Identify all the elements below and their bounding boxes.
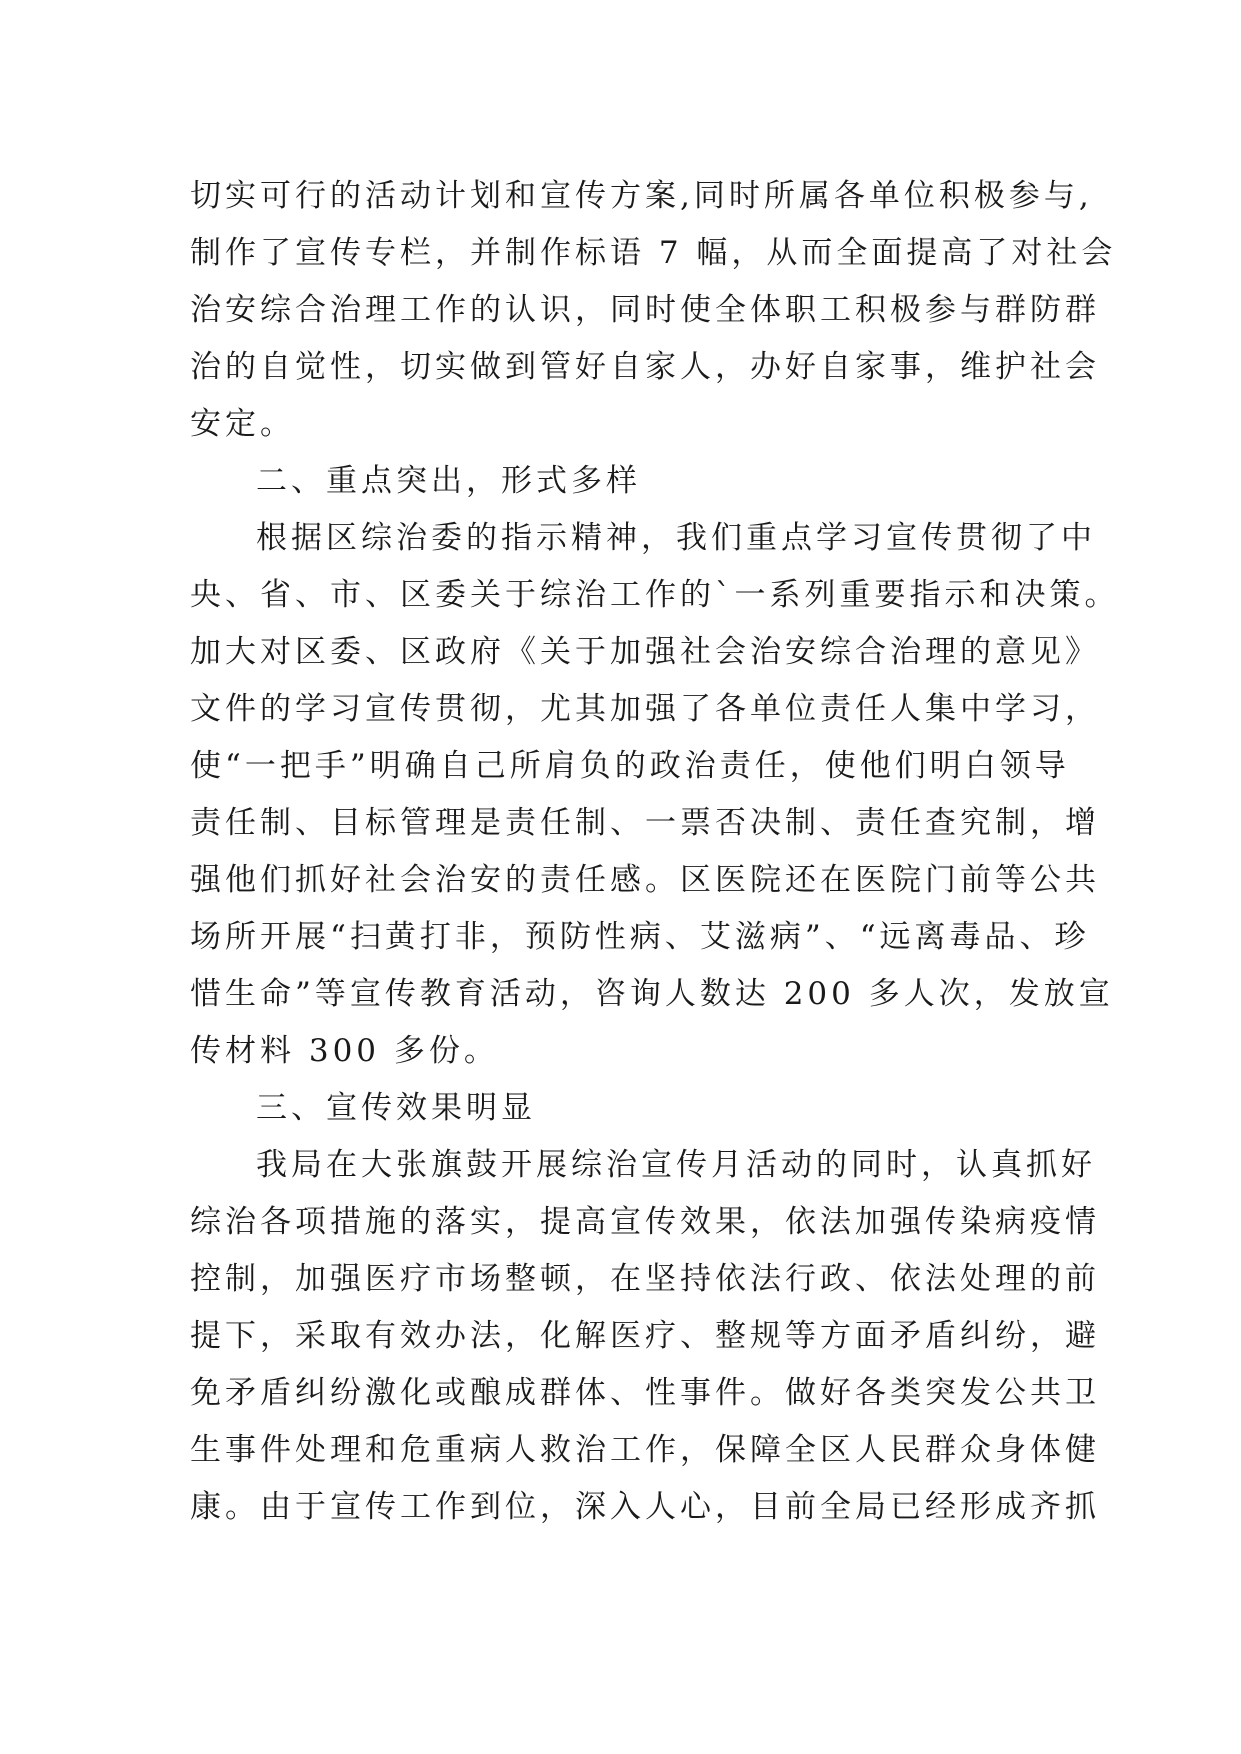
text-line: 治安综合治理工作的认识，同时使全体职工积极参与群防群 xyxy=(190,292,1100,328)
text-line: 加大对区委、区政府《关于加强社会治安综合治理的意见》 xyxy=(190,634,1100,670)
section-heading: 三、宣传效果明显 xyxy=(256,1090,536,1126)
text-line: 切实可行的活动计划和宣传方案,同时所属各单位积极参与, xyxy=(190,178,1093,214)
text-line: 惜生命”等宣传教育活动，咨询人数达 200 多人次，发放宣 xyxy=(190,976,1114,1012)
text-line: 责任制、目标管理是责任制、一票否决制、责任查究制，增 xyxy=(190,805,1100,841)
text-line: 安定。 xyxy=(190,406,295,442)
text-line: 控制，加强医疗市场整顿，在坚持依法行政、依法处理的前 xyxy=(190,1261,1100,1297)
text-line: 康。由于宣传工作到位，深入人心，目前全局已经形成齐抓 xyxy=(190,1489,1100,1525)
text-line: 央、省、市、区委关于综治工作的`一系列重要指示和决策。 xyxy=(190,577,1120,613)
text-line: 免矛盾纠纷激化或酿成群体、性事件。做好各类突发公共卫 xyxy=(190,1375,1100,1411)
body-text xyxy=(190,168,1120,1536)
text-line: 使“一把手”明确自己所肩负的政治责任，使他们明白领导 xyxy=(190,748,1070,784)
text-line: 提下，采取有效办法，化解医疗、整规等方面矛盾纠纷，避 xyxy=(190,1318,1100,1354)
text-line: 治的自觉性，切实做到管好自家人，办好自家事，维护社会 xyxy=(190,349,1100,385)
text-line: 生事件处理和危重病人救治工作，保障全区人民群众身体健 xyxy=(190,1432,1100,1468)
text-line: 制作了宣传专栏，并制作标语 7 幅，从而全面提高了对社会 xyxy=(190,235,1117,271)
text-line: 场所开展“扫黄打非，预防性病、艾滋病”、“远离毒品、珍 xyxy=(190,919,1090,955)
paragraph-first-line: 我局在大张旗鼓开展综治宣传月活动的同时，认真抓好 xyxy=(256,1147,1096,1183)
paragraph-first-line: 根据区综治委的指示精神，我们重点学习宣传贯彻了中 xyxy=(256,520,1096,556)
text-line: 传材料 300 多份。 xyxy=(190,1033,499,1069)
text-line: 综治各项措施的落实，提高宣传效果，依法加强传染病疫情 xyxy=(190,1204,1100,1240)
text-line: 文件的学习宣传贯彻，尤其加强了各单位责任人集中学习， xyxy=(190,691,1100,727)
text-line: 强他们抓好社会治安的责任感。区医院还在医院门前等公共 xyxy=(190,862,1100,898)
section-heading: 二、重点突出，形式多样 xyxy=(256,463,641,499)
